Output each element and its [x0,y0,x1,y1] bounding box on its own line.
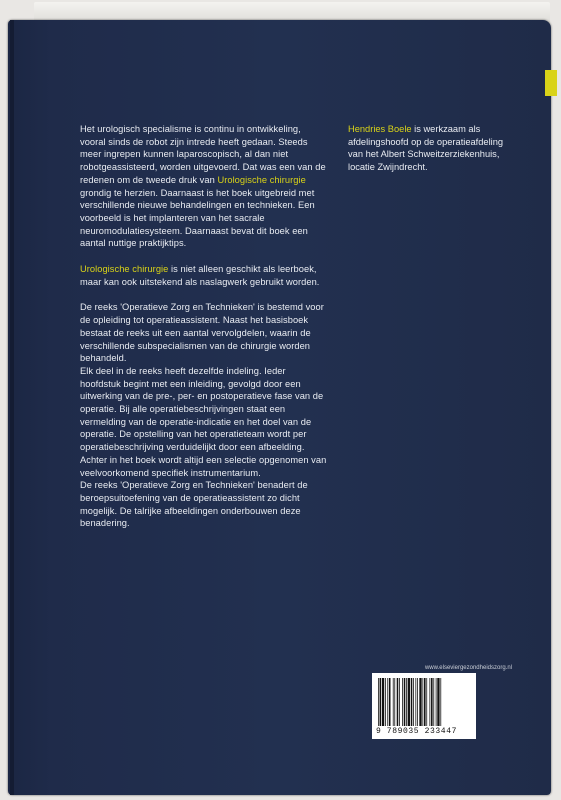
barcode-bar [424,678,426,726]
description-paragraph-3: De reeks 'Operatieve Zorg en Technieken' is bestemd voor de opleiding tot operatieassistent. Naast het basisboek bestaat de reeks uit een aantal vervolgdelen, waarin de verschillende subspecialismen van de chirurgie worden behandeld. Elk deel in de reeks heeft dezelfde indeling. Ieder hoofdstuk begint met een inleiding, gevolgd door een uitwerking van de pre-, per- en postoperatieve fase van de operatie. Bij alle operatiebeschrijvingen staat een vermelding van de operatie-indicatie en het doel van de operatie. De opstelling van het operatieteam wordt per operatiebeschrijving verduidelijkt door een afbeelding. Achter in het boek wordt altijd een selectie opgenomen van veelvoorkomend specifiek instrumentarium. De reeks 'Operatieve Zorg en Technieken' benadert de beroepsuitoefening van de operatieassistent zo dicht mogelijk. De talrijke afbeeldingen onderbouwen deze benadering. [80,302,327,529]
barcode-bar [404,678,406,726]
publisher-url: www.elseviergezondheidszorg.nl [424,665,512,671]
barcode-bar [433,678,434,726]
barcode-bar [408,678,410,726]
book-title-highlight: Urologische chirurgie [217,174,306,185]
barcode-bar [417,678,418,726]
barcode-bar [413,678,414,726]
barcode-bar [406,678,407,726]
barcode-bar [397,678,399,726]
barcode-bar [399,678,400,726]
barcode-bar [411,678,413,726]
barcode-bar [426,678,427,726]
description-paragraph-2: Urologische chirurgie is niet alleen geschikt als leerboek, maar kan ook uitstekend als naslagwerk gebruikt worden. [80,264,320,287]
barcode-bar [415,678,416,726]
barcode-bar [389,678,391,726]
barcode-bar [402,678,403,726]
cover-hinge [10,20,14,795]
description-paragraph-1: Het urologisch specialisme is continu in ontwikkeling, vooral sinds de robot zijn intrede heeft gedaan. Steeds meer ingrepen kunnen laparoscopisch, al dan niet robotgeassisteerd, worden uitgevoerd. Dat was een van de redenen om de tweede druk van Urologische chirurgie grondig te herzien. Daarnaast is het boek uitgebreid met verschillende nieuwe behandelingen en technieken. Een voorbeeld is het implanteren van het sacrale neuromodulatiesysteem. Daarnaast bevat dit boek een aantal nuttige praktijktips. [80,124,326,249]
barcode-bar [394,678,395,726]
isbn-number: 9 789035 233447 [376,727,458,736]
barcode [372,673,476,739]
barcode-bar [436,678,437,726]
barcode-bar [385,678,386,726]
barcode-bar [429,678,430,726]
barcode-bar [380,678,382,726]
barcode-bars [378,678,470,726]
author-name: Hendries Boele [348,124,412,134]
description-text [80,123,328,530]
barcode-bar [393,678,394,726]
barcode-bar [378,678,379,726]
book-title-highlight: Urologische chirurgie [80,264,169,275]
barcode-bar [431,678,433,726]
barcode-bar [419,678,421,726]
barcode-bar [440,678,441,726]
barcode-bar [382,678,384,726]
barcode-bar [422,678,423,726]
barcode-bar [437,678,439,726]
barcode-bar [387,678,388,726]
spine-color-mark [545,70,557,96]
author-bio: Hendries Boele is werkzaam als afdelingshoofd op de operatieafdeling van het Albert Schweitzerziekenhuis, locatie Zwijndrecht. [348,124,504,173]
